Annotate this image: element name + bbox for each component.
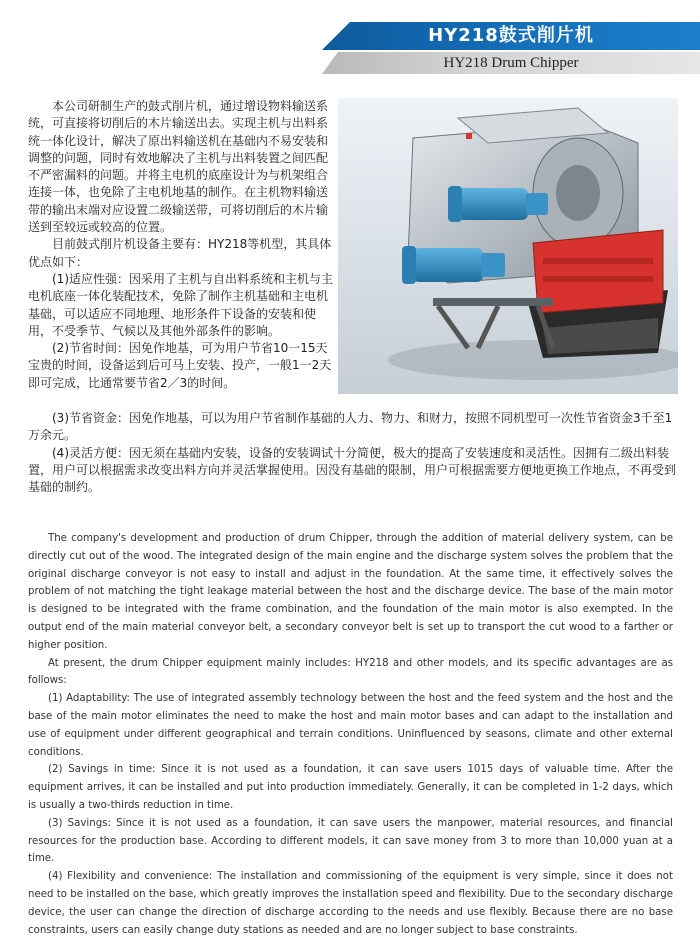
cn-models: 目前鼓式削片机设备主要有：HY218等机型，其具体优点如下： — [28, 237, 332, 269]
en-paragraph-1: The company's development and production of drum Chipper, through the addition of material delivery system, can be directly cut out of the wood. The integrated design of the main engine and the discharge system solves the problem that the original discharge conveyor is not easy to install and adjust in the foundation. At the same time, it effectively solves the problem of not matching the tight leakage material between the host and the discharge device. The base of the main motor is designed to be integrated with the frame combination, and the foundation of the main motor is also exempted. In the output end of the main material conveyor belt, a secondary conveyor belt is set up to transport the cut wood to a farther or higher position. — [28, 533, 673, 651]
english-text — [28, 530, 673, 939]
cn-adv-1: (1)适应性强：因采用了主机与自出料系统和主机与主电机底座一体化装配技术，免除了制作主机基础和主电机基础，可以适应不同地理、地形条件下设备的安装和使用，不受季节、气候以及其他外部条件的影响。 — [28, 271, 334, 338]
cn-adv-3: (3)节省资金：因免作地基，可以为用户节省制作基础的人力、物力、和财力，按照不同机型可一次性节省资金3千至1万余元。 — [28, 411, 673, 443]
page-title: HY218鼓式削片机 — [428, 25, 594, 46]
cn-adv-4: (4)灵活方便：因无须在基础内安装，设备的安装调试十分简便，极大的提高了安装速度和灵活性。因拥有二级出料装置，用户可以根据需求改变出料方向并灵活掌握使用。因没有基础的限制，用户可根据需要方便地更换工作地点，不再受到基础的制约。 — [28, 445, 677, 495]
page-subtitle: HY218 Drum Chipper — [443, 55, 579, 71]
en-paragraph-4: (2) Savings in time: Since it is not used as a foundation, it can save users 1015 days of valuable time. After the equipment arrives, it can be installed and put into production immediately. Generally, it can be completed in 1-2 days, which is usually a two-thirds reduction in time. — [28, 764, 673, 811]
en-paragraph-5: (3) Savings: Since it is not used as a foundation, it can save users the manpower, material resources, and financial resources for the production base. According to different models, it can save money from 3 to more than 10,000 yuan at a time. — [28, 817, 673, 865]
drum-chipper-illustration — [338, 98, 678, 394]
machine-photo — [338, 98, 678, 394]
chinese-text-left — [28, 98, 334, 392]
chinese-text-full — [28, 410, 678, 496]
cn-adv-2: (2)节省时间：因免作地基，可为用户节省10一15天宝贵的时间，设备运到后可马上安装、投产，一般1一2天即可完成，比通常要节省2／3的时间。 — [28, 341, 332, 390]
cn-intro: 本公司研制生产的鼓式削片机，通过增设物料输送系统，可直接将切削后的木片输送出去。实现主机与出料系统一体化设计，解决了原出料输送机在基础内不易安装和调整的问题，同时有效地解决了主机与出料装置之间匹配不严密漏料的问题。并将主电机的底座设计为与机架组合连接一体，也免除了主电机地基的制作。在主机物料输送带的输出末端对应设置二级输送带，可将切削后的木片输送到至较远或较高的位置。 — [28, 99, 329, 235]
en-paragraph-2: At present, the drum Chipper equipment mainly includes: HY218 and other models, and its specific advantages are as follows: — [28, 657, 673, 687]
en-paragraph-3: (1) Adaptability: The use of integrated assembly technology between the host and the feed system and the host and the base of the main motor eliminates the need to make the host and main motor bases and can adapt to the installation and use of equipment under different geographical and terrain conditions. Uninfluenced by seasons, climate and other external conditions. — [28, 693, 673, 758]
en-paragraph-6: (4) Flexibility and convenience: The installation and commissioning of the equipment is very simple, since it does not need to be installed on the base, which greatly improves the installation speed and flexibility. Due to the secondary discharge device, the user can change the direction of discharge according to the needs and use flexibly. Because there are no base constraints, users can easily change duty stations as needed and are no longer subject to base constraints. — [28, 871, 673, 936]
